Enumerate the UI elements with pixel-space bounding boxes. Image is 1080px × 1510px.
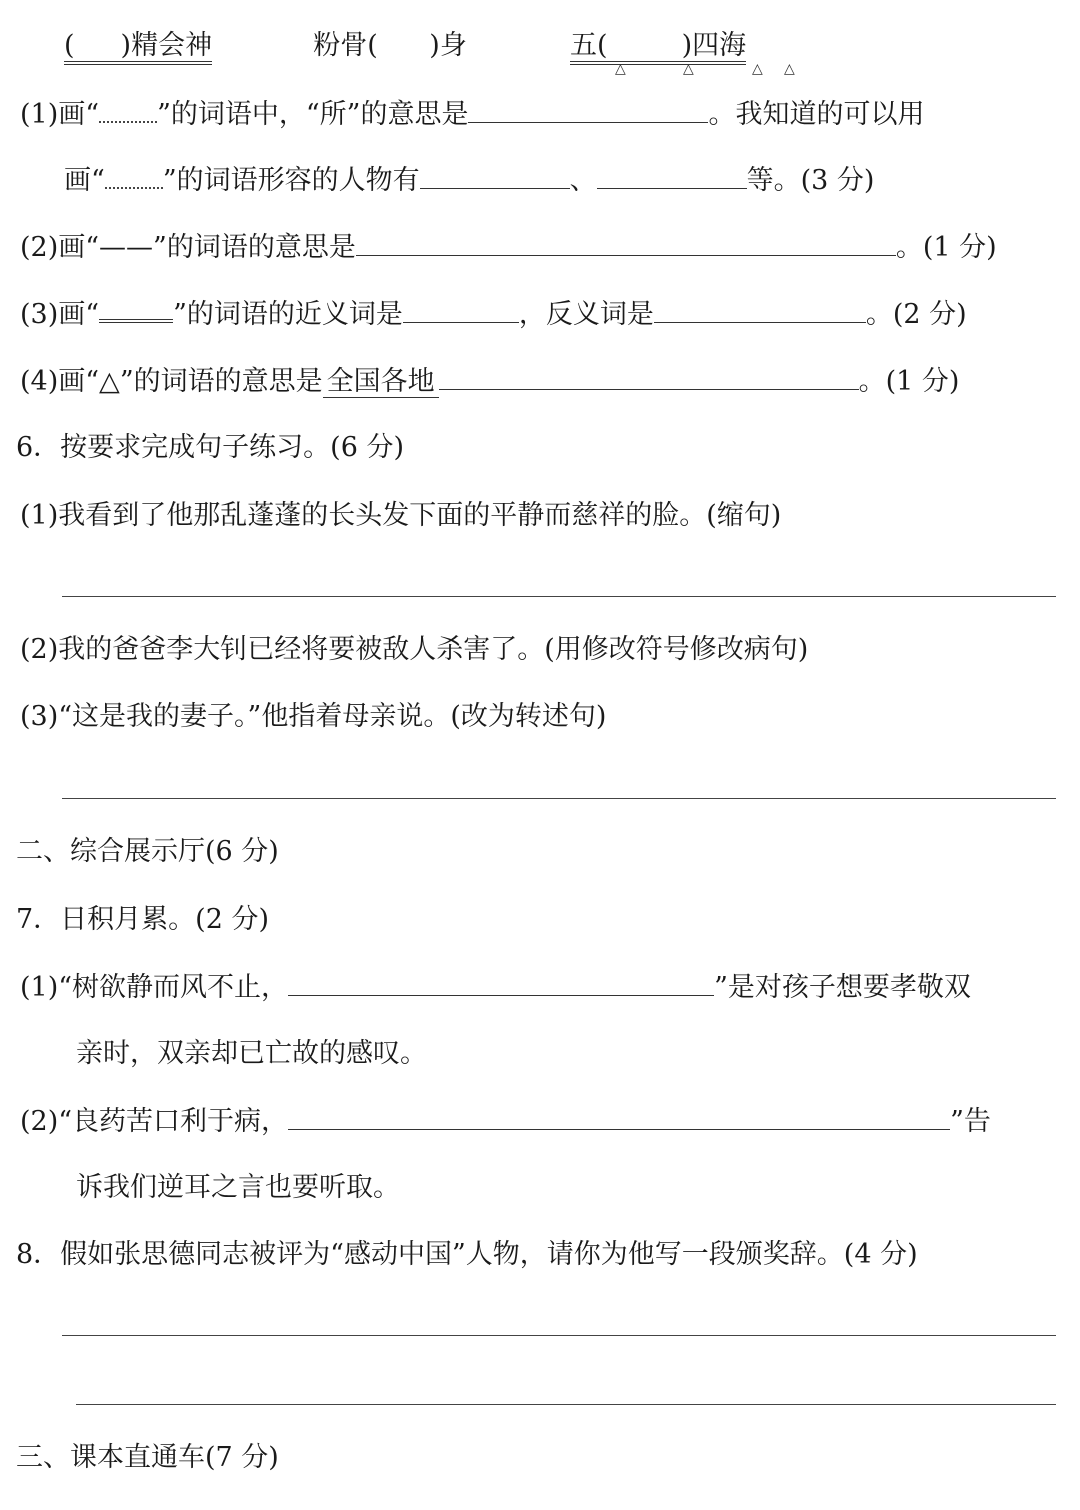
answer-blank[interactable] bbox=[403, 296, 519, 323]
triangle-mark-4: △ bbox=[784, 61, 795, 77]
section-3-heading: 三、课本直通车(7 分) bbox=[16, 1442, 279, 1473]
q5-item-1-line-1: (1)画“ ”的词语中，“所”的意思是 。我知道的可以用 bbox=[20, 96, 924, 133]
answer-line[interactable] bbox=[76, 1404, 1056, 1405]
q7-item-2-line-2: 诉我们逆耳之言也要听取。 bbox=[76, 1172, 400, 1203]
q6-item-3: (3)“这是我的妻子。”他指着母亲说。(改为转述句) bbox=[20, 701, 607, 732]
idiom-row bbox=[64, 28, 746, 64]
q5-item-1-line-2: 画“ ”的词语形容的人物有 、 等。(3 分) bbox=[64, 162, 874, 199]
answer-blank[interactable] bbox=[288, 969, 714, 996]
idiom-c: 五( )四海 bbox=[570, 30, 746, 65]
wavy-underline-sample bbox=[105, 165, 163, 189]
answer-line[interactable] bbox=[62, 596, 1056, 597]
section-2-heading: 二、综合展示厅(6 分) bbox=[16, 836, 279, 867]
answer-blank[interactable] bbox=[654, 296, 866, 323]
answer-blank[interactable] bbox=[288, 1103, 950, 1130]
q7-item-1-line-1: (1)“树欲静而风不止， ”是对孩子想要孝敬双 bbox=[20, 969, 971, 1006]
idiom-b: 粉骨( )身 bbox=[313, 30, 467, 61]
idiom-a: ( )精会神 bbox=[64, 30, 212, 65]
q5-item-2: (2)画“——”的词语的意思是 。(1 分) bbox=[20, 229, 997, 266]
q7-item-2-line-1: (2)“良药苦口利于病， ”告 bbox=[20, 1103, 991, 1140]
double-underline-sample bbox=[99, 297, 173, 323]
q8-title: 8．假如张思德同志被评为“感动中国”人物，请你为他写一段颁奖辞。(4 分) bbox=[16, 1239, 918, 1270]
q6-title: 6．按要求完成句子练习。(6 分) bbox=[16, 432, 405, 463]
q6-item-1: (1)我看到了他那乱蓬蓬的长头发下面的平静而慈祥的脸。(缩句) bbox=[20, 500, 782, 531]
q5-item-4: (4)画“△”的词语的意思是 全国各地 。(1 分) bbox=[20, 363, 959, 400]
q7-item-1-line-2: 亲时，双亲却已亡故的感叹。 bbox=[76, 1038, 427, 1069]
answer-blank[interactable] bbox=[356, 229, 896, 256]
triangle-mark-3: △ bbox=[752, 61, 763, 77]
wavy-underline-sample bbox=[99, 99, 157, 123]
filled-answer: 全国各地 bbox=[323, 366, 439, 398]
triangle-mark-1: △ bbox=[615, 61, 626, 77]
answer-blank[interactable] bbox=[420, 162, 570, 189]
answer-blank[interactable] bbox=[597, 162, 747, 189]
triangle-mark-2: △ bbox=[683, 61, 694, 77]
q5-item-3: (3)画“ ”的词语的近义词是 ，反义词是 。(2 分) bbox=[20, 296, 967, 333]
answer-line[interactable] bbox=[62, 1335, 1056, 1336]
q6-item-2: (2)我的爸爸李大钊已经将要被敌人杀害了。(用修改符号修改病句) bbox=[20, 634, 809, 665]
answer-line[interactable] bbox=[62, 798, 1056, 799]
q7-title: 7．日积月累。(2 分) bbox=[16, 904, 270, 935]
answer-blank[interactable] bbox=[439, 363, 859, 390]
answer-blank[interactable] bbox=[468, 96, 708, 123]
